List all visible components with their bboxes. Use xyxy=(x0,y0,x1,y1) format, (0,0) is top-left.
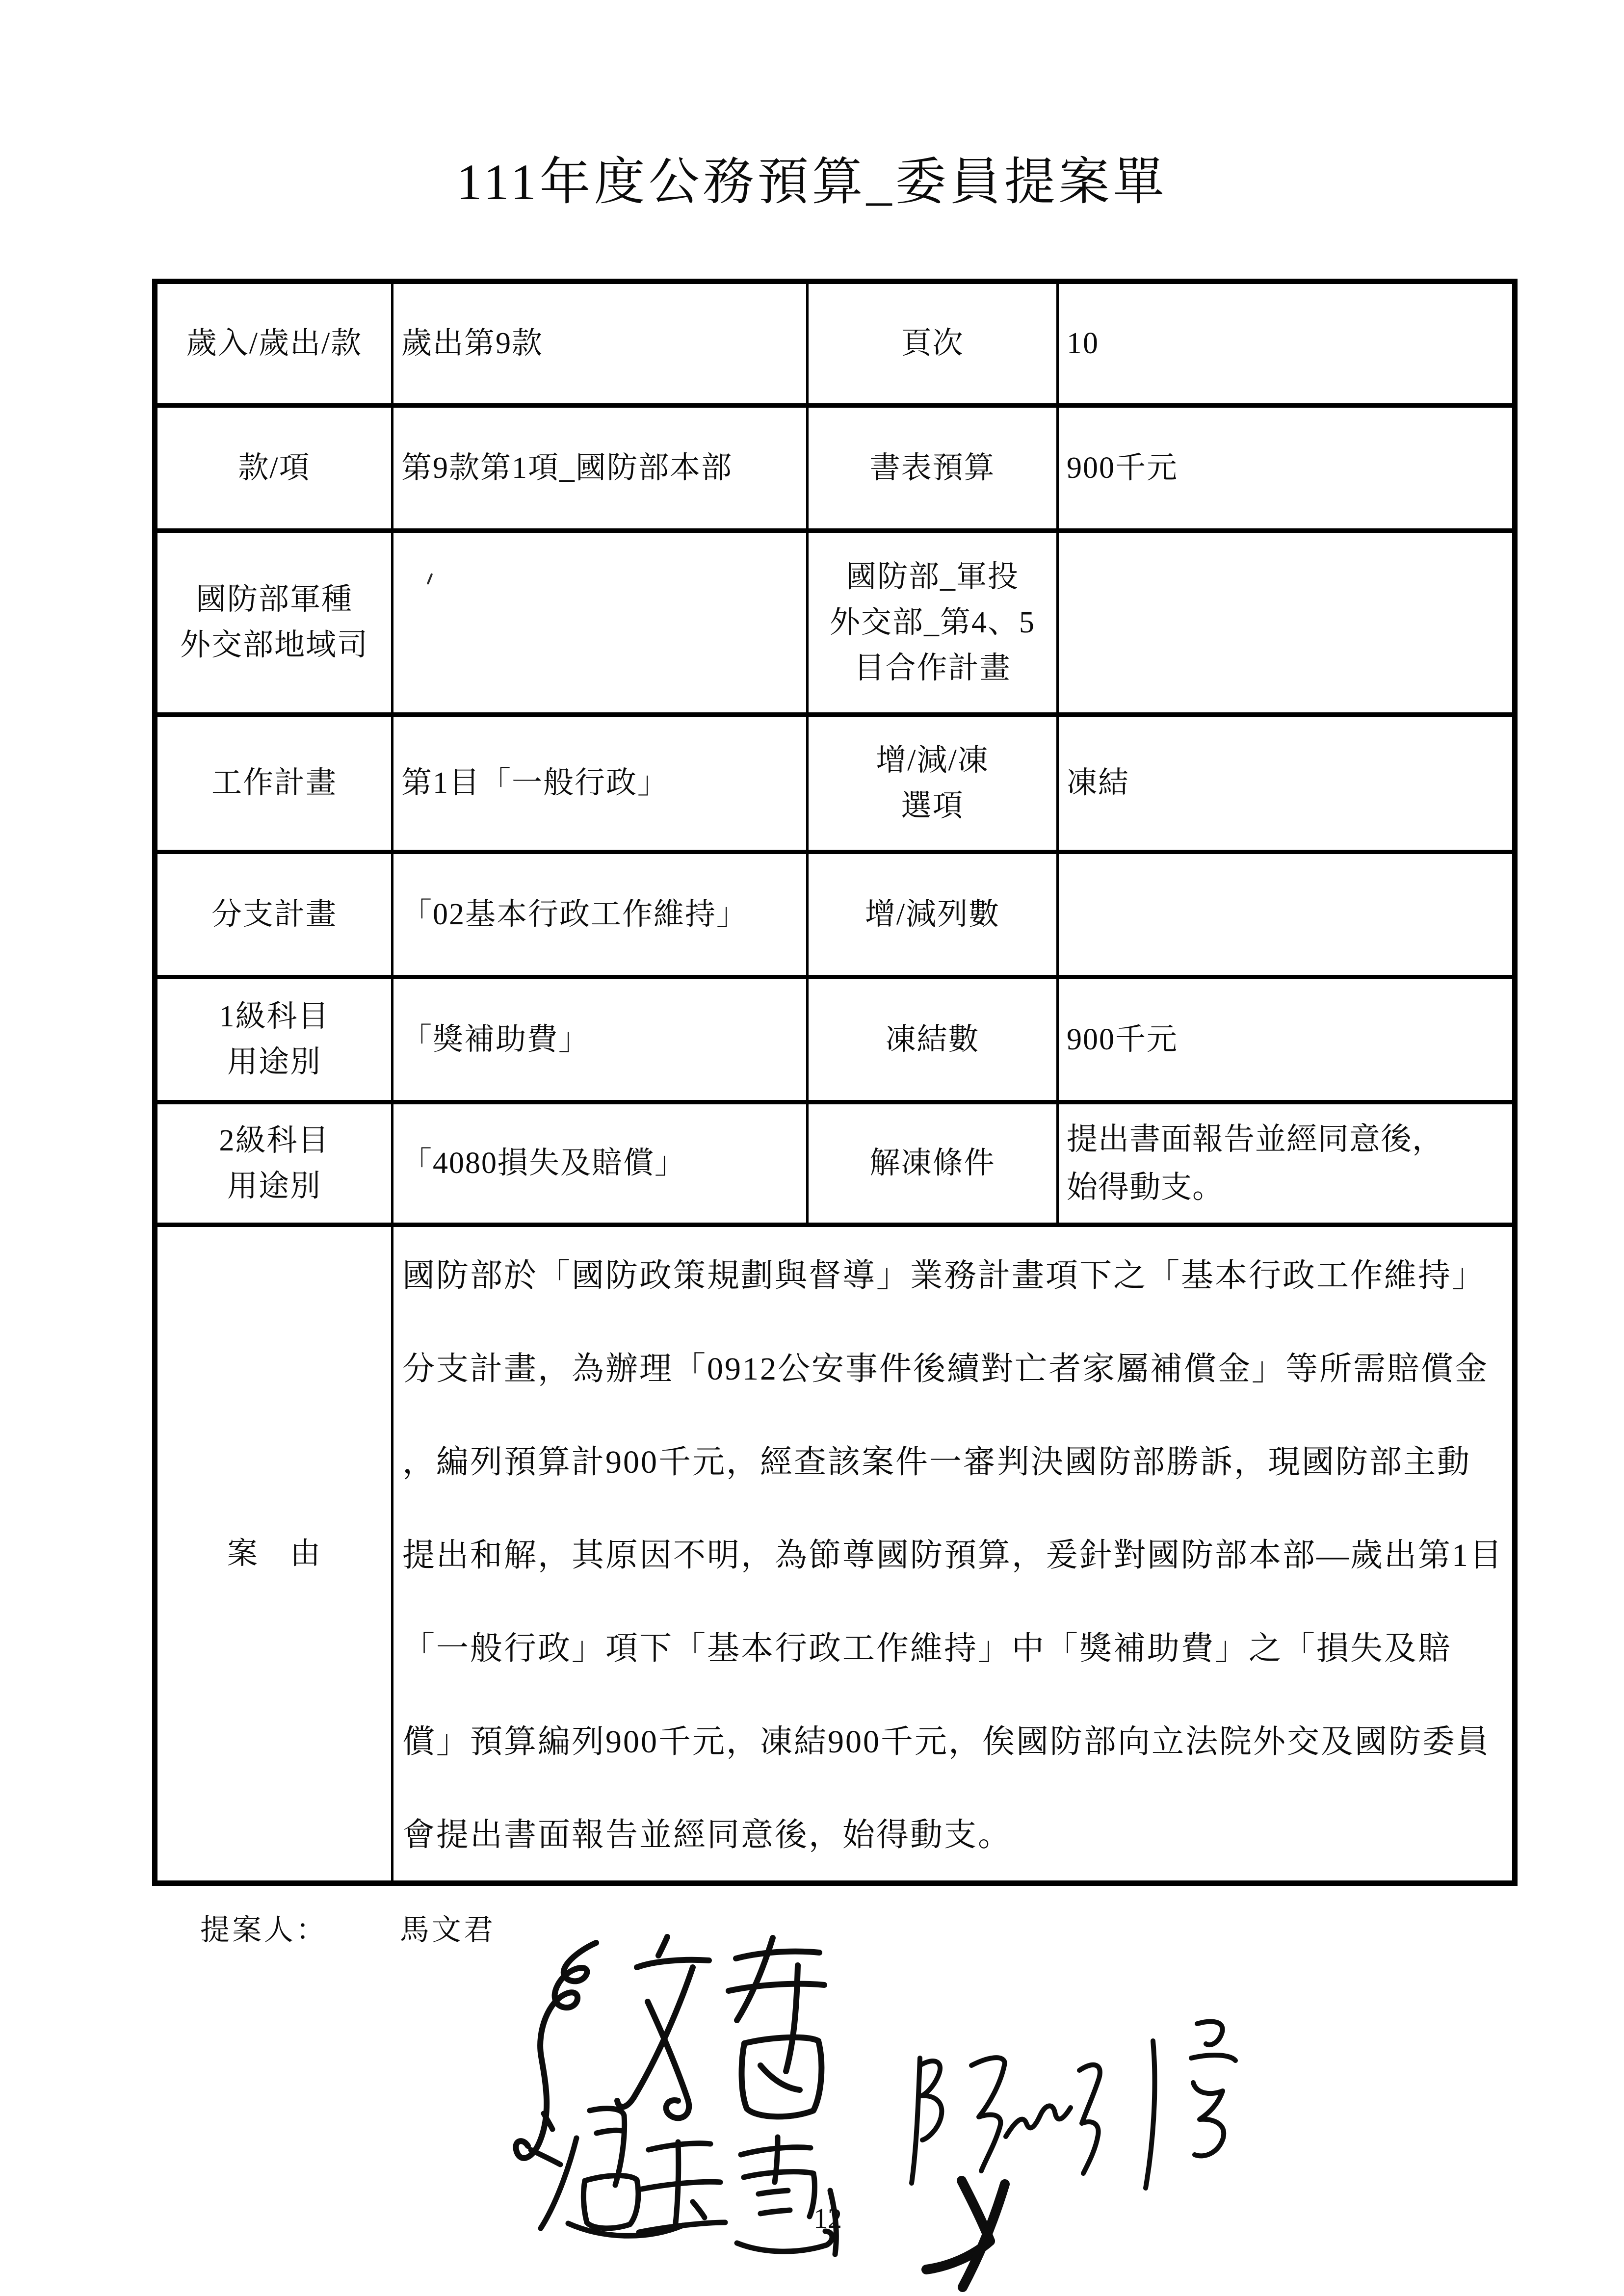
cell-value-frozen-amount: 900千元 xyxy=(1059,979,1512,1104)
service-branch-line2: 外交部地域司 xyxy=(180,628,368,662)
cell-label-revenue-expenditure: 歲入/歲出/款 xyxy=(157,284,393,408)
signature-chen-yi-hsin xyxy=(898,2011,1281,2296)
cell-value-page-index: 10 xyxy=(1059,284,1512,408)
cell-label-kuan-hsiang: 款/項 xyxy=(157,408,393,533)
case-line: 國防部於「國防政策規劃與督導」業務計畫項下之「基本行政工作維持」 xyxy=(402,1257,1486,1294)
page-number: 12 xyxy=(813,2202,842,2234)
cell-label-page-index: 頁次 xyxy=(809,284,1059,408)
cell-case-description xyxy=(393,1227,1512,1880)
cell-value-amount-change-empty xyxy=(1059,854,1512,979)
case-line: ，編列預算計900千元，經查該案件一審判決國防部勝訴，現國防部主動 xyxy=(402,1444,1471,1480)
unfreeze-line2: 始得動支。 xyxy=(1067,1170,1224,1204)
cell-value-service-branch-empty xyxy=(393,533,809,717)
cell-value-work-plan: 第1目「一般行政」 xyxy=(393,717,809,854)
cell-value-freeze-option: 凍結 xyxy=(1059,717,1512,854)
idf-line1: 增/減/凍 xyxy=(876,743,989,777)
cell-label-increase-decrease-freeze xyxy=(809,717,1059,854)
level1-line2: 用途別 xyxy=(227,1045,321,1079)
cell-label-case-subject: 案 由 xyxy=(157,1227,393,1880)
cell-label-level1-subject xyxy=(157,979,393,1104)
service-branch-line1: 國防部軍種 xyxy=(195,583,353,616)
cell-value-level1-subject: 「獎補助費」 xyxy=(393,979,809,1104)
case-line: 分支計畫，為辦理「0912公安事件後續對亡者家屬補償金」等所需賠償金 xyxy=(402,1351,1489,1387)
case-line: 償」預算編列900千元，凍結900千元，俟國防部向立法院外交及國防委員 xyxy=(402,1723,1490,1760)
case-line: 提出和解，其原因不明，為節尊國防預算，爰針對國防部本部—歲出第1目 xyxy=(402,1537,1503,1573)
cell-label-level2-subject xyxy=(157,1104,393,1227)
cell-value-unfreeze-condition xyxy=(1059,1104,1512,1227)
cell-label-amount-change: 增/減列數 xyxy=(809,854,1059,979)
proposer-name: 馬文君 xyxy=(400,1914,496,1946)
cell-label-work-plan: 工作計畫 xyxy=(157,717,393,854)
cell-label-frozen-amount: 凍結數 xyxy=(809,979,1059,1104)
budget-proposal-table xyxy=(152,279,1518,1886)
proposer-label: 提案人： xyxy=(200,1914,328,1946)
cell-label-service-branch xyxy=(157,533,393,717)
mnd-mi-line2: 外交部_第4、5 xyxy=(829,605,1035,639)
unfreeze-line1: 提出書面報告並經同意後， xyxy=(1067,1122,1443,1156)
cell-value-book-budget: 900千元 xyxy=(1059,408,1512,533)
case-line: 會提出書面報告並經同意後，始得動支。 xyxy=(402,1817,1012,1853)
cell-label-unfreeze-condition: 解凍條件 xyxy=(809,1104,1059,1227)
cell-value-level2-subject: 「4080損失及賠償」 xyxy=(393,1104,809,1227)
cell-value-branch-plan: 「02基本行政工作維持」 xyxy=(393,854,809,979)
cell-label-book-budget: 書表預算 xyxy=(809,408,1059,533)
cell-value-expenditure-item9: 歲出第9款 xyxy=(393,284,809,408)
mnd-mi-line3: 目合作計畫 xyxy=(854,651,1011,685)
signature-wen-yu-hsia xyxy=(510,2090,864,2286)
mnd-mi-line1: 國防部_軍投 xyxy=(845,560,1019,594)
cell-label-branch-plan: 分支計畫 xyxy=(157,854,393,979)
level2-line1: 2級科目 xyxy=(219,1123,330,1157)
cell-label-mnd-military-investment xyxy=(809,533,1059,717)
cell-value-kuan-hsiang: 第9款第1項_國防部本部 xyxy=(393,408,809,533)
case-line: 「一般行政」項下「基本行政工作維持」中「獎補助費」之「損失及賠 xyxy=(402,1630,1452,1667)
cell-value-mnd-empty xyxy=(1059,533,1512,717)
page-title: 111年度公務預算_委員提案單 xyxy=(456,154,1168,210)
level1-line1: 1級科目 xyxy=(219,1000,330,1033)
idf-line2: 選項 xyxy=(901,789,964,823)
level2-line2: 用途別 xyxy=(227,1169,321,1203)
